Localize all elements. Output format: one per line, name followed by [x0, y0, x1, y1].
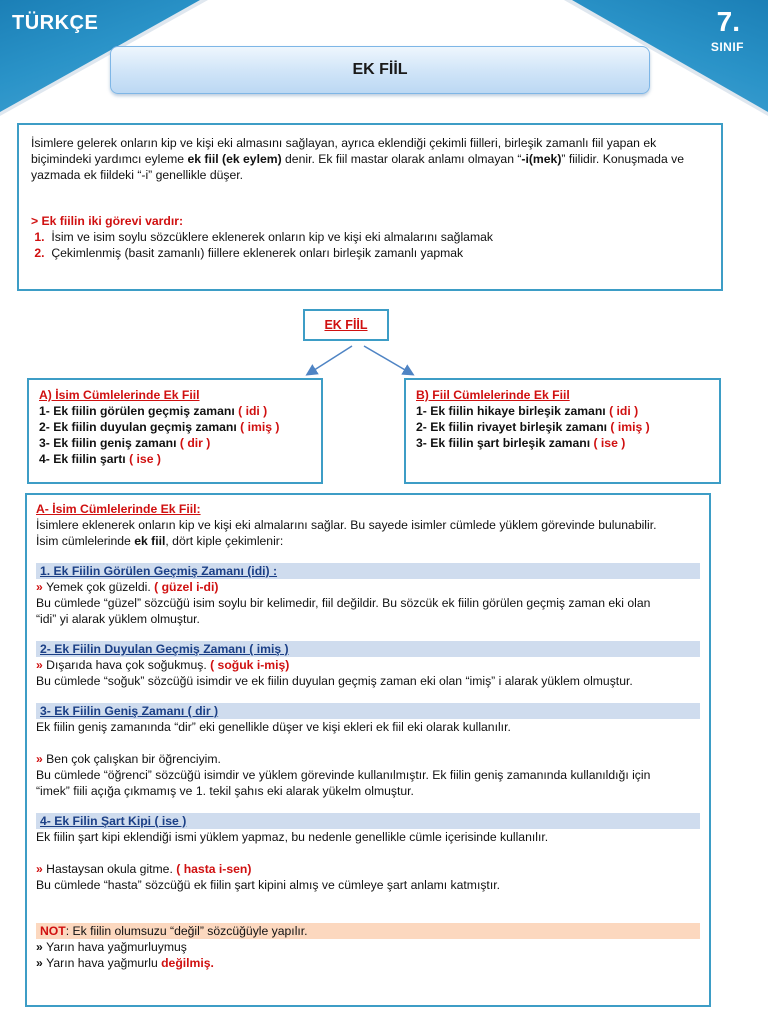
section-explanation: Bu cümlede “hasta” sözcüğü ek fiilin şart kipini almış ve cümleye şart anlamı katmıştır.	[36, 878, 500, 892]
section-example: » Yemek çok güzeldi. ( güzel i-di)	[36, 580, 219, 594]
main-heading: A- İsim Cümlelerinde Ek Fiil:	[36, 502, 201, 516]
section-title-past-seen: 1. Ek Fiilin Görülen Geçmiş Zamanı (idi) :	[36, 563, 700, 579]
duty-number-1: 1.	[34, 230, 45, 244]
duty-item-1	[31, 229, 709, 245]
intro-infinitive: -i(mek)	[521, 152, 562, 166]
section-description: Ek fiilin şart kipi eklendiği ismi yüklem yapmaz, bu nedenle genellikle cümle içerisinde kullanılır.	[36, 830, 549, 844]
duties-heading: > Ek fiilin iki görevi vardır:	[31, 214, 184, 228]
branch-verbal-item: 1- Ek fiilin hikaye birleşik zamanı ( idi )	[416, 404, 639, 418]
diagram-arrows	[290, 340, 430, 380]
section-description: Ek fiilin geniş zamanında “dir” eki genellikle düşer ve kişi ekleri ek fiil eki olarak kullanılır.	[36, 720, 511, 734]
branch-verbal	[404, 378, 721, 484]
intro-text-c: denir. Ek fiil mastar olarak anlamı olmayan “	[281, 152, 522, 166]
diagram-center-label: EK FİİL	[324, 318, 368, 332]
intro-paragraph	[31, 135, 709, 183]
arrow-left	[308, 346, 352, 374]
branch-nominal-item: 1- Ek fiilin görülen geçmiş zamanı ( idi )	[39, 404, 268, 418]
grade-number: 7.	[716, 6, 740, 37]
branch-nominal	[27, 378, 323, 484]
section-explanation: Bu cümlede “güzel” sözcüğü isim soylu bir kelimedir, fiil değildir. Bu sözcük ek fiilin görülen geçmiş zaman eki olan	[36, 596, 651, 610]
section-example: » Dışarıda hava çok soğukmuş. ( soğuk i-miş)	[36, 658, 290, 672]
note-text: : Ek fiilin olumsuzu “değil” sözcüğüyle yapılır.	[65, 924, 308, 938]
duty-number-2: 2.	[34, 246, 45, 260]
main-intro-2: İsim cümlelerinde ek fiil, dört kiple çekimlenir:	[36, 534, 284, 548]
duty-item-2	[31, 245, 709, 261]
note-box	[36, 923, 700, 939]
intro-term: ek fiil (ek eylem)	[187, 152, 282, 166]
section-explanation: “imek” fiili açığa çıkmamış ve 1. tekil şahıs eki alarak yükelm olmuştur.	[36, 784, 414, 798]
branch-nominal-item: 3- Ek fiilin geniş zamanı ( dir )	[39, 436, 211, 450]
branch-verbal-item: 2- Ek fiilin rivayet birleşik zamanı ( imiş )	[416, 420, 650, 434]
intro-text-a: İsimlere gelerek onların kip ve kişi eki almasını sağlayan, ayrıca eklendiği çekimli fiilleri, birleşik zamanlı fiil yapan ek biçimindeki yardımcı eyleme	[31, 136, 657, 166]
diagram-center-node	[303, 309, 389, 341]
branch-verbal-title: B) Fiil Cümlelerinde Ek Fiil	[416, 388, 570, 402]
intro-text-e: ” fiilidir. Konuşmada ve yazmada ek fiildeki “-i” genellikle düşer.	[31, 152, 684, 182]
spacer	[36, 845, 700, 861]
subject-label: TÜRKÇE	[12, 12, 99, 34]
section-explanation: Bu cümlede “soğuk” sözcüğü isimdir ve ek fiilin duyulan geçmiş zaman eki olan “imiş” i alarak yüklem olmuştur.	[36, 674, 633, 688]
section-title-conditional: 4- Ek Filin Şart Kipi ( ise )	[36, 813, 700, 829]
main-intro-1: İsimlere eklenerek onların kip ve kişi eki almalarını sağlar. Bu sayede isimler cümlede yüklem görevinde bulunabilir.	[36, 518, 657, 532]
section-example: » Ben çok çalışkan bir öğrenciyim.	[36, 752, 221, 766]
main-content-box	[25, 493, 711, 1007]
grade-label: SINIF	[710, 40, 744, 54]
note-example: » Yarın hava yağmurluymuş	[36, 940, 187, 954]
branch-nominal-title: A) İsim Cümlelerinde Ek Fiil	[39, 388, 200, 402]
branch-verbal-item: 3- Ek fiilin şart birleşik zamanı ( ise )	[416, 436, 626, 450]
page-title-text: EK FİİL	[352, 61, 408, 78]
spacer	[36, 735, 700, 751]
section-title-present: 3- Ek Fiilin Geniş Zamanı ( dir )	[36, 703, 700, 719]
duty-text-1: İsim ve isim soylu sözcüklere eklenerek onların kip ve kişi eki almalarını sağlamak	[51, 230, 493, 244]
intro-box	[17, 123, 723, 291]
branch-nominal-item: 2- Ek fiilin duyulan geçmiş zamanı ( imiş )	[39, 420, 280, 434]
note-label: NOT	[40, 924, 66, 938]
section-explanation: Bu cümlede “öğrenci” sözcüğü isimdir ve yüklem görevinde kullanılmıştır. Ek fiilin geniş zamanında kullanıldığı için	[36, 768, 651, 782]
duty-text-2: Çekimlenmiş (basit zamanlı) fiillere eklenerek onları birleşik zamanlı yapmak	[51, 246, 464, 260]
arrow-right	[364, 346, 412, 374]
page-title	[110, 46, 650, 94]
section-explanation: “idi” yi alarak yüklem olmuştur.	[36, 612, 200, 626]
section-title-past-heard: 2- Ek Fiilin Duyulan Geçmiş Zamanı ( imiş )	[36, 641, 700, 657]
note-example: » Yarın hava yağmurlu değilmiş.	[36, 956, 214, 970]
branch-nominal-item: 4- Ek fiilin şartı ( ise )	[39, 452, 161, 466]
section-example: » Hastaysan okula gitme. ( hasta i-sen)	[36, 862, 252, 876]
